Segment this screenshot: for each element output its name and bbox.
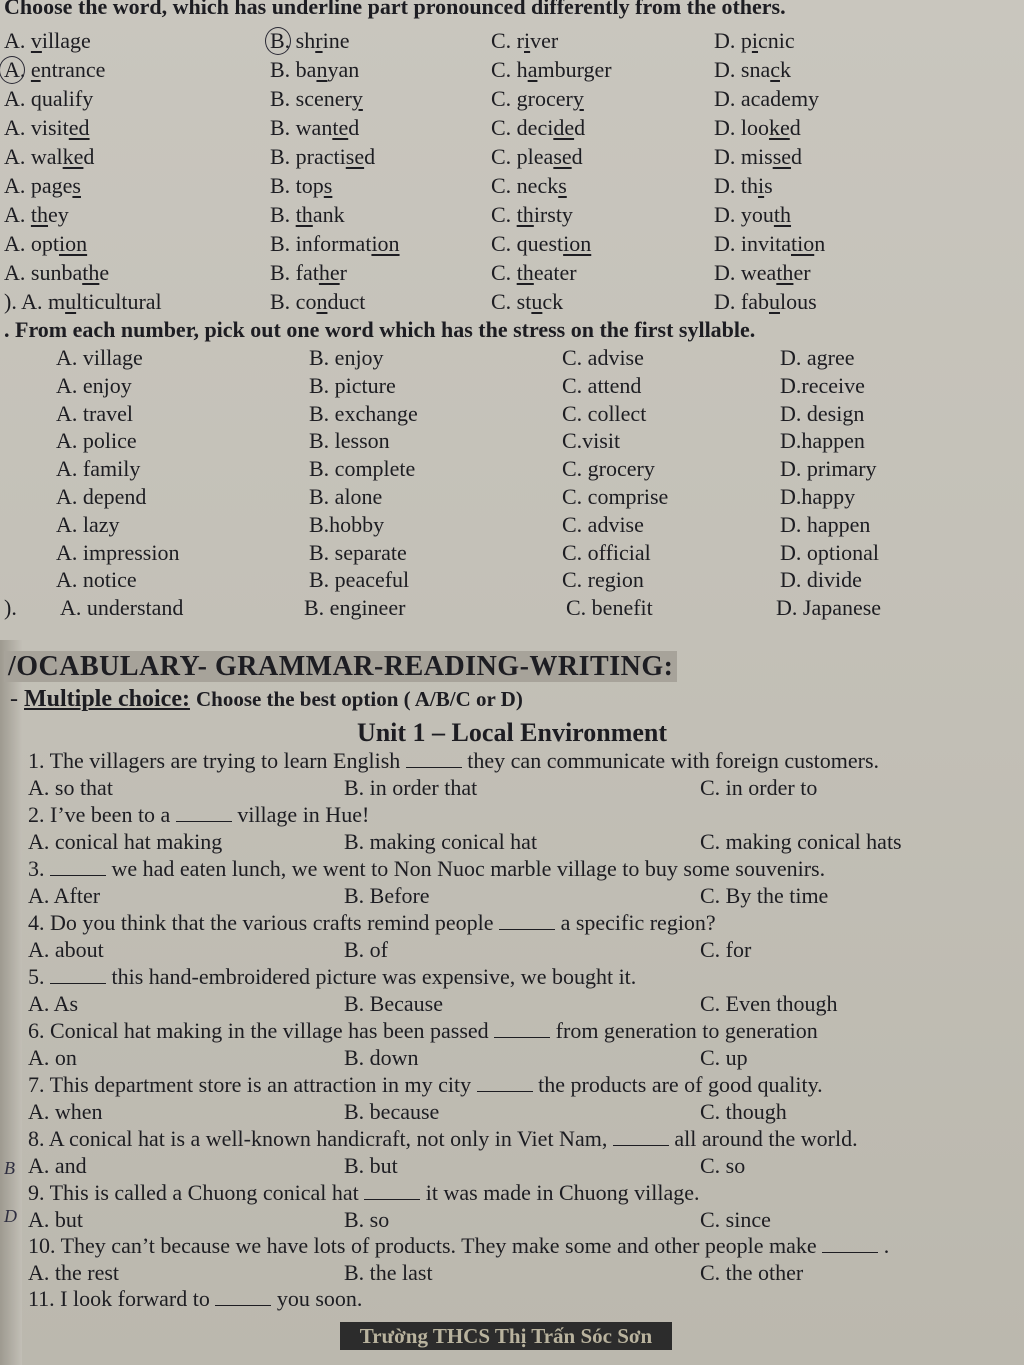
pronunciation-option-d[interactable]: D. weather — [714, 260, 811, 285]
pronunciation-option-d[interactable]: D. missed — [714, 144, 803, 169]
answer-option-b[interactable]: B. because — [344, 1099, 440, 1124]
answer-option-c[interactable]: C. By the time — [700, 883, 829, 908]
stress-option-d[interactable]: D. design — [780, 400, 865, 426]
pronunciation-row — [0, 115, 1024, 143]
pronunciation-option-a[interactable]: A. sunbathe — [4, 260, 110, 285]
stress-row — [0, 484, 1024, 512]
stress-option-b[interactable]: B. separate — [309, 539, 407, 565]
stress-option-d[interactable]: D.happy — [780, 484, 856, 509]
answer-blank[interactable] — [364, 1185, 420, 1200]
answer-option-a[interactable]: A. when — [28, 1099, 103, 1124]
pronunciation-option-d[interactable]: D. picnic — [714, 28, 795, 53]
answer-blank[interactable] — [494, 1023, 550, 1038]
stress-option-d[interactable]: D. divide — [780, 567, 862, 593]
pronunciation-option-c[interactable]: C. hamburger — [491, 57, 612, 82]
pronunciation-option-a[interactable]: A. pages — [4, 173, 81, 198]
answer-blank[interactable] — [613, 1131, 669, 1146]
stress-row — [0, 401, 1024, 429]
answer-option-a[interactable]: A. about — [28, 937, 104, 962]
stress-option-b[interactable]: B. engineer — [304, 595, 406, 621]
stress-option-c[interactable]: C. benefit — [566, 595, 653, 621]
answer-option-c[interactable]: C. though — [700, 1099, 787, 1124]
answer-option-a[interactable]: A. After — [28, 883, 101, 908]
stress-row — [0, 345, 1024, 373]
question-text — [28, 1180, 699, 1206]
sub-prefix: - — [4, 686, 24, 712]
question-stem-end: village in Hue! — [237, 802, 370, 827]
question-stem-end: all around the world. — [674, 1126, 858, 1151]
stress-option-c[interactable]: C. grocery — [562, 456, 655, 482]
answer-option-a[interactable]: A. but — [28, 1207, 83, 1232]
question-stem: 2. I’ve been to a — [28, 802, 171, 827]
question-stem-end: they can communicate with foreign customers. — [467, 748, 880, 773]
question-text — [28, 856, 825, 882]
answer-blank[interactable] — [822, 1238, 878, 1253]
answer-option-a[interactable]: A. the rest — [28, 1260, 120, 1285]
question-stem: 7. This department store is an attraction in my city — [28, 1072, 472, 1097]
question-stem: 4. Do you think that the various crafts remind people — [28, 910, 494, 935]
pronunciation-option-b[interactable]: B. shrine — [270, 28, 350, 53]
pronunciation-option-b[interactable]: B. scenery — [270, 86, 363, 111]
pronunciation-row — [0, 202, 1024, 230]
stress-option-b[interactable]: B. enjoy — [309, 345, 384, 370]
pronunciation-option-b[interactable]: B. conduct — [270, 289, 366, 314]
answer-option-b[interactable]: B. but — [344, 1153, 398, 1178]
stress-option-a[interactable]: A. lazy — [56, 511, 120, 537]
pronunciation-row — [0, 86, 1024, 114]
question-stem: 3. — [28, 856, 45, 881]
pronunciation-option-d[interactable]: D. looked — [714, 115, 801, 140]
stress-option-b[interactable]: B. alone — [309, 484, 383, 509]
answer-option-c[interactable]: C. so — [700, 1153, 746, 1178]
pronunciation-option-c[interactable]: C. thirsty — [491, 202, 573, 227]
question-text — [28, 910, 716, 936]
answer-blank[interactable] — [215, 1291, 271, 1306]
pronunciation-option-a[interactable]: ). A. multicultural — [4, 289, 162, 314]
pronunciation-option-d[interactable]: D. snack — [714, 57, 791, 82]
answer-option-a[interactable]: A. so that — [28, 775, 113, 800]
stress-option-d[interactable]: D.happen — [780, 428, 865, 454]
pronunciation-option-b[interactable]: B. father — [270, 260, 347, 285]
pronunciation-option-b[interactable]: B. practised — [270, 144, 376, 169]
question-stem-end: from generation to generation — [555, 1018, 818, 1043]
answer-option-c[interactable]: C. Even though — [700, 991, 838, 1016]
question-text — [28, 748, 879, 774]
stress-option-a[interactable]: A. village — [56, 345, 143, 370]
margin-mark: D — [4, 1206, 17, 1226]
answer-option-b[interactable]: B. of — [344, 937, 388, 962]
stress-option-c[interactable]: C. attend — [562, 372, 642, 398]
question-stem-end: we had eaten lunch, we went to Non Nuoc marble village to buy some souvenirs. — [111, 856, 826, 881]
question-stem-end: this hand-embroidered picture was expensive, we bought it. — [111, 964, 637, 989]
stress-row — [0, 512, 1024, 540]
stress-option-c[interactable]: C. comprise — [562, 484, 669, 509]
question-stem-end: you soon. — [276, 1286, 363, 1311]
pronunciation-option-a[interactable]: A. entrance — [4, 57, 106, 82]
stress-option-d[interactable]: D. primary — [780, 456, 877, 482]
pronunciation-option-a[interactable]: A. walked — [4, 144, 95, 169]
answer-option-b[interactable]: B. down — [344, 1045, 419, 1070]
answer-blank[interactable] — [50, 861, 106, 876]
multiple-choice-heading — [4, 686, 523, 713]
question-text — [28, 1126, 858, 1152]
question-stem: 1. The villagers are trying to learn English — [28, 748, 401, 773]
answer-option-b[interactable]: B. the last — [344, 1260, 433, 1285]
unit-title: Unit 1 – Local Environment — [356, 718, 668, 747]
school-footer: Trường THCS Thị Trấn Sóc Sơn — [340, 1322, 672, 1350]
stress-row — [0, 595, 1024, 623]
stress-option-b[interactable]: B. exchange — [309, 400, 418, 426]
pronunciation-row — [0, 260, 1024, 288]
pronunciation-option-c[interactable]: C. river — [491, 28, 559, 53]
question-text — [28, 1018, 818, 1044]
answer-option-c[interactable]: C. for — [700, 937, 752, 962]
stress-option-b[interactable]: B. peaceful — [309, 567, 410, 593]
answer-option-a[interactable]: A. and — [28, 1153, 87, 1178]
question-stem-end: it was made in Chuong village. — [425, 1180, 700, 1205]
pronunciation-option-c[interactable]: C. stuck — [491, 289, 564, 314]
question-stem: 6. Conical hat making in the village has been passed — [28, 1018, 489, 1043]
pronunciation-option-d[interactable]: D. academy — [714, 86, 820, 111]
stress-option-a[interactable]: A. impression — [56, 539, 180, 565]
answer-option-a[interactable]: A. conical hat making — [28, 829, 223, 854]
stress-row — [0, 567, 1024, 595]
pronunciation-option-a[interactable]: A. qualify — [4, 86, 94, 111]
answer-option-c[interactable]: C. since — [700, 1207, 771, 1232]
question-stem-end: a specific region? — [560, 910, 716, 935]
answer-option-b[interactable]: B. Before — [344, 883, 430, 908]
question-stem-end: the products are of good quality. — [538, 1072, 823, 1097]
stress-option-d[interactable]: D. happen — [780, 511, 871, 537]
stress-option-d[interactable]: D.receive — [780, 372, 865, 398]
page-binding-shadow — [0, 640, 22, 1365]
stress-option-d[interactable]: D. Japanese — [776, 595, 882, 621]
stress-option-a[interactable]: A. understand — [60, 595, 184, 621]
stress-row — [0, 540, 1024, 568]
question-text — [28, 802, 369, 828]
stress-option-a[interactable]: A. depend — [56, 484, 147, 509]
pronunciation-option-b[interactable]: B. wanted — [270, 115, 360, 140]
answer-option-a[interactable]: A. As — [28, 991, 79, 1016]
multiple-choice-label: Multiple choice: — [24, 686, 190, 712]
pronunciation-option-a[interactable]: A. option — [4, 231, 88, 256]
stress-row-number: ). — [4, 595, 17, 621]
pronunciation-option-d[interactable]: D. youth — [714, 202, 792, 227]
answer-option-b[interactable]: B. making conical hat — [344, 829, 538, 854]
pronunciation-row — [0, 173, 1024, 201]
stress-option-d[interactable]: D. optional — [780, 539, 879, 565]
pronunciation-option-c[interactable]: C. necks — [491, 173, 567, 198]
stress-option-a[interactable]: A. travel — [56, 400, 133, 426]
answer-option-c[interactable]: C. making conical hats — [700, 829, 902, 854]
answer-blank[interactable] — [50, 969, 106, 984]
stress-option-b[interactable]: B. picture — [309, 372, 396, 398]
pronunciation-row — [0, 231, 1024, 259]
stress-option-a[interactable]: A. family — [56, 456, 141, 482]
question-stem: 5. — [28, 964, 45, 989]
answer-option-b[interactable]: B. Because — [344, 991, 443, 1016]
stress-option-c[interactable]: C. collect — [562, 400, 647, 426]
pronunciation-heading: Choose the word, which has underline part pronounced differently from the others. — [4, 0, 786, 19]
stress-option-b[interactable]: B.hobby — [309, 511, 385, 537]
margin-mark: B — [4, 1158, 15, 1178]
answer-blank[interactable] — [406, 753, 462, 768]
pronunciation-option-b[interactable]: B. tops — [270, 173, 333, 198]
stress-option-a[interactable]: A. police — [56, 428, 137, 454]
pronunciation-option-a[interactable]: A. village — [4, 28, 91, 53]
pronunciation-option-d[interactable]: D. this — [714, 173, 773, 198]
pronunciation-row — [0, 289, 1024, 317]
pronunciation-option-c[interactable]: C. grocery — [491, 86, 584, 111]
stress-option-c[interactable]: C. official — [562, 539, 651, 565]
stress-option-c[interactable]: C. advise — [562, 345, 644, 370]
question-stem: 11. I look forward to — [28, 1286, 210, 1311]
answer-blank[interactable] — [477, 1077, 533, 1092]
stress-row — [0, 373, 1024, 401]
stress-option-b[interactable]: B. lesson — [309, 428, 390, 454]
answer-option-c[interactable]: C. in order to — [700, 775, 818, 800]
pronunciation-option-a[interactable]: A. visited — [4, 115, 90, 140]
pronunciation-option-d[interactable]: D. fabulous — [714, 289, 817, 314]
stress-row — [0, 428, 1024, 456]
question-text — [28, 1072, 823, 1098]
stress-option-a[interactable]: A. enjoy — [56, 372, 132, 398]
question-text — [28, 1233, 889, 1259]
stress-option-a[interactable]: A. notice — [56, 567, 137, 593]
answer-blank[interactable] — [499, 915, 555, 930]
stress-option-c[interactable]: C. region — [562, 567, 644, 593]
pronunciation-row — [0, 57, 1024, 85]
stress-option-c[interactable]: C.visit — [562, 428, 621, 454]
multiple-choice-instruction: Choose the best option ( A/B/C or D) — [195, 687, 523, 711]
pronunciation-option-c[interactable]: C. pleased — [491, 144, 583, 169]
pronunciation-row — [0, 28, 1024, 56]
stress-row — [0, 456, 1024, 484]
pronunciation-option-d[interactable]: D. invitation — [714, 231, 826, 256]
pronunciation-option-b[interactable]: B. thank — [270, 202, 345, 227]
pronunciation-option-c[interactable]: C. theater — [491, 260, 577, 285]
answer-option-a[interactable]: A. on — [28, 1045, 77, 1070]
section-title: /OCABULARY- GRAMMAR-READING-WRITING: — [4, 651, 677, 683]
question-stem: 8. A conical hat is a well-known handicraft, not only in Viet Nam, — [28, 1126, 608, 1151]
pronunciation-option-c[interactable]: C. decided — [491, 115, 586, 140]
answer-blank[interactable] — [176, 807, 232, 822]
question-stem: 10. They can’t because we have lots of products. They make some and other people make — [28, 1233, 817, 1258]
pronunciation-option-c[interactable]: C. question — [491, 231, 592, 256]
answer-option-c[interactable]: C. the other — [700, 1260, 804, 1285]
stress-option-c[interactable]: C. advise — [562, 511, 644, 537]
question-text — [28, 1286, 362, 1312]
answer-option-b[interactable]: B. so — [344, 1207, 390, 1232]
question-stem-end: . — [883, 1233, 890, 1258]
stress-heading: . From each number, pick out one word which has the stress on the first syllable. — [4, 317, 756, 342]
stress-option-b[interactable]: B. complete — [309, 456, 416, 482]
pronunciation-option-b[interactable]: B. information — [270, 231, 400, 256]
pronunciation-option-b[interactable]: B. banyan — [270, 57, 360, 82]
question-text — [28, 964, 636, 990]
question-stem: 9. This is called a Chuong conical hat — [28, 1180, 359, 1205]
answer-option-b[interactable]: B. in order that — [344, 775, 478, 800]
pronunciation-option-a[interactable]: A. they — [4, 202, 69, 227]
answer-option-c[interactable]: C. up — [700, 1045, 748, 1070]
pronunciation-row — [0, 144, 1024, 172]
stress-option-d[interactable]: D. agree — [780, 345, 855, 370]
